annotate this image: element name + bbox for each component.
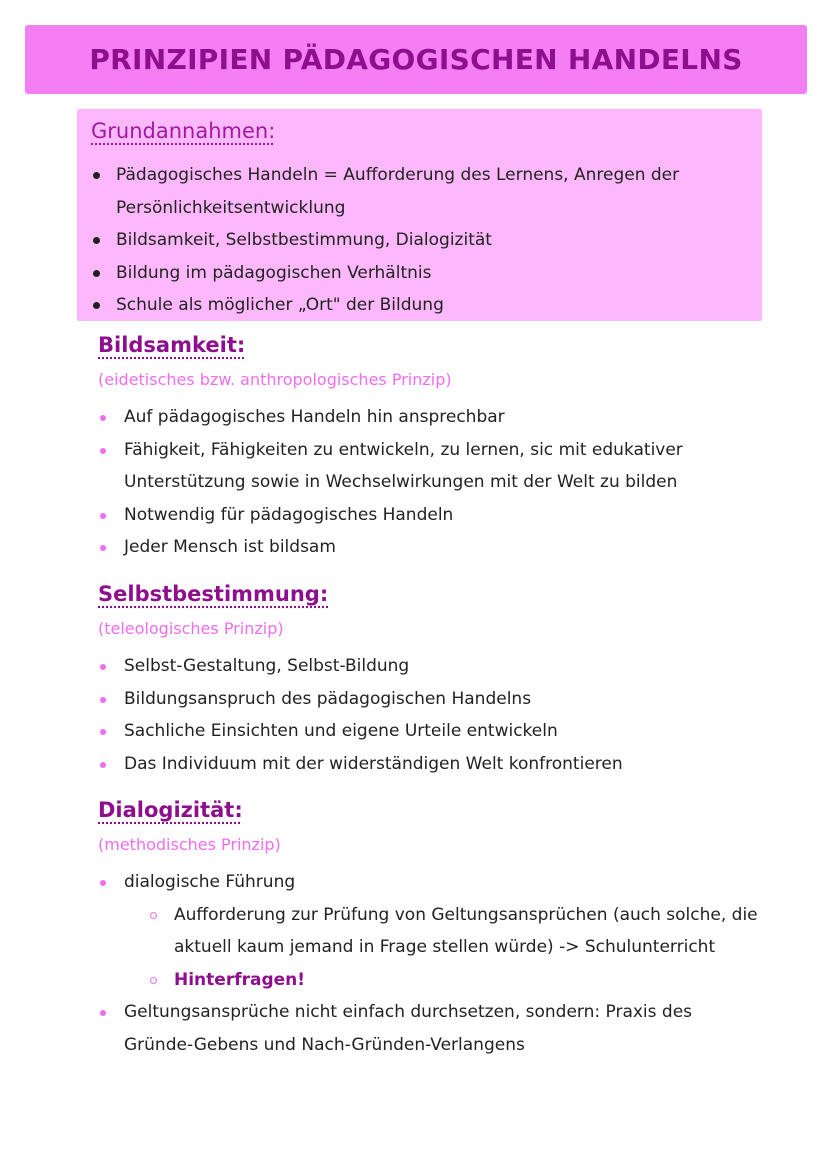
dialogizitaet-heading: Dialogizität: bbox=[98, 798, 243, 822]
list-item: Das Individuum mit der widerständigen Welt konfrontieren bbox=[98, 748, 758, 781]
list-item-text: dialogische Führung bbox=[124, 872, 296, 892]
list-item: Schule als möglicher „Ort" der Bildung bbox=[91, 289, 746, 321]
bildsamkeit-heading: Bildsamkeit: bbox=[98, 333, 246, 357]
grundannahmen-heading: Grundannahmen: bbox=[91, 119, 276, 143]
list-item: Bildung im pädagogischen Verhältnis bbox=[91, 257, 746, 290]
selbstbestimmung-heading: Selbstbestimmung: bbox=[98, 582, 329, 606]
list-item: Auf pädagogisches Handeln hin ansprechbar bbox=[98, 401, 758, 434]
list-item: Selbst-Gestaltung, Selbst-Bildung bbox=[98, 650, 758, 683]
dialogizitaet-sublist bbox=[124, 899, 758, 997]
grundannahmen-list bbox=[91, 159, 746, 321]
sub-list-item-emphasis: Hinterfragen! bbox=[148, 964, 758, 997]
list-item: Bildsamkeit, Selbstbestimmung, Dialogizität bbox=[91, 224, 746, 257]
title-banner bbox=[25, 25, 807, 94]
section-selbstbestimmung bbox=[98, 582, 758, 780]
dialogizitaet-list bbox=[98, 866, 758, 1061]
dialogizitaet-subtitle: (methodisches Prinzip) bbox=[98, 835, 281, 854]
list-item: Bildungsanspruch des pädagogischen Handelns bbox=[98, 683, 758, 716]
list-item: Geltungsansprüche nicht einfach durchsetzen, sondern: Praxis des Gründe-Gebens und Nach-Gründen-Verlangens bbox=[98, 996, 758, 1061]
grundannahmen-box bbox=[77, 109, 762, 321]
list-item: Pädagogisches Handeln = Aufforderung des Lernens, Anregen der Persönlichkeitsentwicklung bbox=[91, 159, 746, 224]
list-item: Jeder Mensch ist bildsam bbox=[98, 531, 758, 564]
selbstbestimmung-list bbox=[98, 650, 758, 780]
bildsamkeit-list bbox=[98, 401, 758, 564]
list-item bbox=[98, 866, 758, 996]
section-bildsamkeit bbox=[98, 333, 758, 564]
section-dialogizitaet bbox=[98, 798, 758, 1061]
sub-list-item: Aufforderung zur Prüfung von Geltungsansprüchen (auch solche, die aktuell kaum jemand in Frage stellen würde) -> Schulunterricht bbox=[148, 899, 758, 964]
list-item: Fähigkeit, Fähigkeiten zu entwickeln, zu lernen, sic mit edukativer Unterstützung sowie in Wechselwirkungen mit der Welt zu bilden bbox=[98, 434, 758, 499]
selbstbestimmung-subtitle: (teleologisches Prinzip) bbox=[98, 619, 284, 638]
bildsamkeit-subtitle: (eidetisches bzw. anthropologisches Prinzip) bbox=[98, 370, 452, 389]
list-item: Sachliche Einsichten und eigene Urteile entwickeln bbox=[98, 715, 758, 748]
page-title: PRINZIPIEN PÄDAGOGISCHEN HANDELNS bbox=[89, 43, 743, 76]
list-item: Notwendig für pädagogisches Handeln bbox=[98, 499, 758, 532]
